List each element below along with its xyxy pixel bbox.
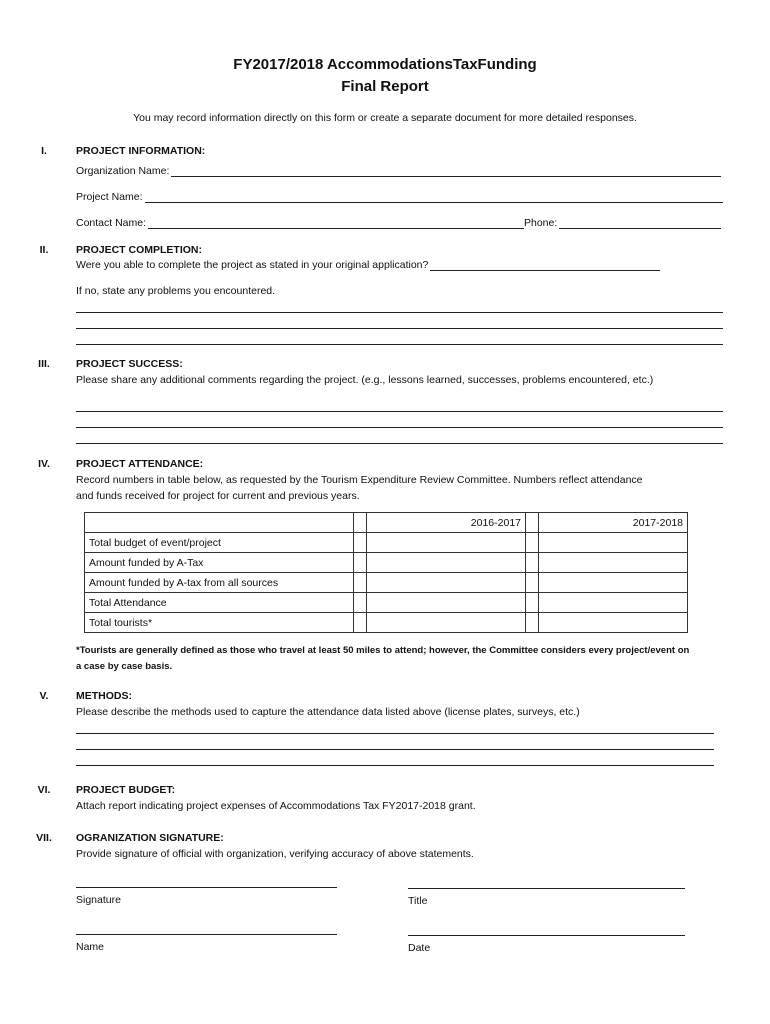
row-label-total-tourists: Total tourists*: [85, 613, 354, 633]
problems-prompt: If no, state any problems you encountered.: [76, 285, 276, 297]
section-heading: PROJECT BUDGET:: [76, 784, 176, 796]
answer-line[interactable]: [76, 765, 714, 766]
cell-total-tourists-2017-2018[interactable]: [539, 613, 688, 633]
row-label-total-budget: Total budget of event/project: [85, 533, 354, 553]
section-number: IV.: [38, 458, 50, 470]
table-header-row: [85, 513, 688, 533]
answer-line[interactable]: [76, 443, 723, 444]
table-gap-cell: [526, 553, 539, 573]
table-gap-cell: [526, 593, 539, 613]
title-line[interactable]: [408, 888, 685, 889]
form-intro: You may record information directly on this form or create a separate document for more detailed responses.: [133, 112, 637, 124]
cell-amount-funded-atax-2017-2018[interactable]: [539, 553, 688, 573]
section-heading: OGRANIZATION SIGNATURE:: [76, 832, 224, 844]
title-label: Title: [408, 895, 428, 907]
table-row: [85, 533, 688, 553]
section-number: VI.: [37, 784, 51, 796]
organization-name-field[interactable]: [76, 165, 721, 177]
budget-prompt: Attach report indicating project expenses of Accommodations Tax FY2017-2018 grant.: [76, 800, 476, 812]
table-header-blank: [85, 513, 354, 533]
form-title: FY2017/2018 AccommodationsTaxFunding: [233, 56, 537, 73]
table-row: [85, 573, 688, 593]
section-heading: PROJECT COMPLETION:: [76, 244, 203, 256]
section-heading: PROJECT ATTENDANCE:: [76, 458, 204, 470]
section-heading: PROJECT INFORMATION:: [76, 145, 206, 157]
table-row: [85, 613, 688, 633]
answer-line[interactable]: [76, 427, 723, 428]
table-gap-cell: [526, 613, 539, 633]
row-label-total-attendance: Total Attendance: [85, 593, 354, 613]
cell-amount-funded-atax-2016-2017[interactable]: [367, 553, 526, 573]
section-number: V.: [39, 690, 49, 702]
answer-line[interactable]: [76, 328, 723, 329]
section-heading: PROJECT SUCCESS:: [76, 358, 183, 370]
attendance-instructions-line2: and funds received for project for current and previous years.: [76, 490, 360, 502]
table-row: [85, 593, 688, 613]
attendance-table: [84, 512, 688, 633]
date-label: Date: [408, 942, 431, 954]
table-gap-cell: [354, 593, 367, 613]
cell-amount-funded-all-sources-2016-2017[interactable]: [367, 573, 526, 593]
table-gap-cell: [526, 513, 539, 533]
completion-question-field[interactable]: [76, 259, 660, 271]
answer-line[interactable]: [76, 411, 723, 412]
tourists-footnote-line2: a case by case basis.: [76, 661, 173, 672]
project-name-input-line[interactable]: [145, 192, 723, 203]
signature-line[interactable]: [76, 887, 337, 888]
section-heading: METHODS:: [76, 690, 132, 702]
methods-prompt: Please describe the methods used to capture the attendance data listed above (license plates, surveys, etc.): [76, 706, 580, 718]
contact-name-input-line[interactable]: [148, 218, 524, 229]
success-prompt: Please share any additional comments regarding the project. (e.g., lessons learned, successes, problems encountered, etc.): [76, 374, 654, 386]
cell-total-attendance-2017-2018[interactable]: [539, 593, 688, 613]
column-header-2016-2017: 2016-2017: [367, 513, 526, 533]
cell-total-tourists-2016-2017[interactable]: [367, 613, 526, 633]
cell-total-budget-2017-2018[interactable]: [539, 533, 688, 553]
answer-line[interactable]: [76, 749, 714, 750]
signature-label: Signature: [76, 894, 121, 906]
contact-name-field[interactable]: [76, 217, 524, 229]
date-line[interactable]: [408, 935, 685, 936]
table-gap-cell: [354, 573, 367, 593]
answer-line[interactable]: [76, 312, 723, 313]
table-gap-cell: [354, 613, 367, 633]
tourists-footnote-line1: *Tourists are generally defined as those who travel at least 50 miles to attend; however, the Committee considers every project/event on: [76, 645, 690, 656]
cell-total-budget-2016-2017[interactable]: [367, 533, 526, 553]
phone-field[interactable]: [524, 217, 721, 229]
table-gap-cell: [526, 573, 539, 593]
cell-total-attendance-2016-2017[interactable]: [367, 593, 526, 613]
completion-answer-line[interactable]: [430, 260, 660, 271]
name-label: Name: [76, 941, 105, 953]
signature-prompt: Provide signature of official with organization, verifying accuracy of above statements.: [76, 848, 474, 860]
table-row: [85, 553, 688, 573]
phone-label: Phone:: [524, 217, 558, 229]
form-subtitle: Final Report: [341, 78, 429, 95]
completion-question: Were you able to complete the project as stated in your original application?: [76, 259, 429, 271]
name-line[interactable]: [76, 934, 337, 935]
table-gap-cell: [354, 513, 367, 533]
organization-name-label: Organization Name:: [76, 165, 170, 177]
project-name-field[interactable]: [76, 191, 723, 203]
section-number: VII.: [36, 832, 52, 844]
contact-name-label: Contact Name:: [76, 217, 147, 229]
section-number: II.: [39, 244, 49, 256]
answer-line[interactable]: [76, 344, 723, 345]
row-label-amount-funded-atax: Amount funded by A-Tax: [85, 553, 354, 573]
section-number: III.: [38, 358, 50, 370]
table-gap-cell: [526, 533, 539, 553]
project-name-label: Project Name:: [76, 191, 143, 203]
table-gap-cell: [354, 533, 367, 553]
section-number: I.: [41, 145, 47, 157]
phone-input-line[interactable]: [559, 218, 721, 229]
cell-amount-funded-all-sources-2017-2018[interactable]: [539, 573, 688, 593]
column-header-2017-2018: 2017-2018: [539, 513, 688, 533]
table-gap-cell: [354, 553, 367, 573]
organization-name-input-line[interactable]: [171, 166, 721, 177]
attendance-instructions-line1: Record numbers in table below, as requested by the Tourism Expenditure Review Committee. Numbers reflect attendance: [76, 474, 643, 486]
row-label-amount-funded-all-sources: Amount funded by A-tax from all sources: [85, 573, 354, 593]
answer-line[interactable]: [76, 733, 714, 734]
